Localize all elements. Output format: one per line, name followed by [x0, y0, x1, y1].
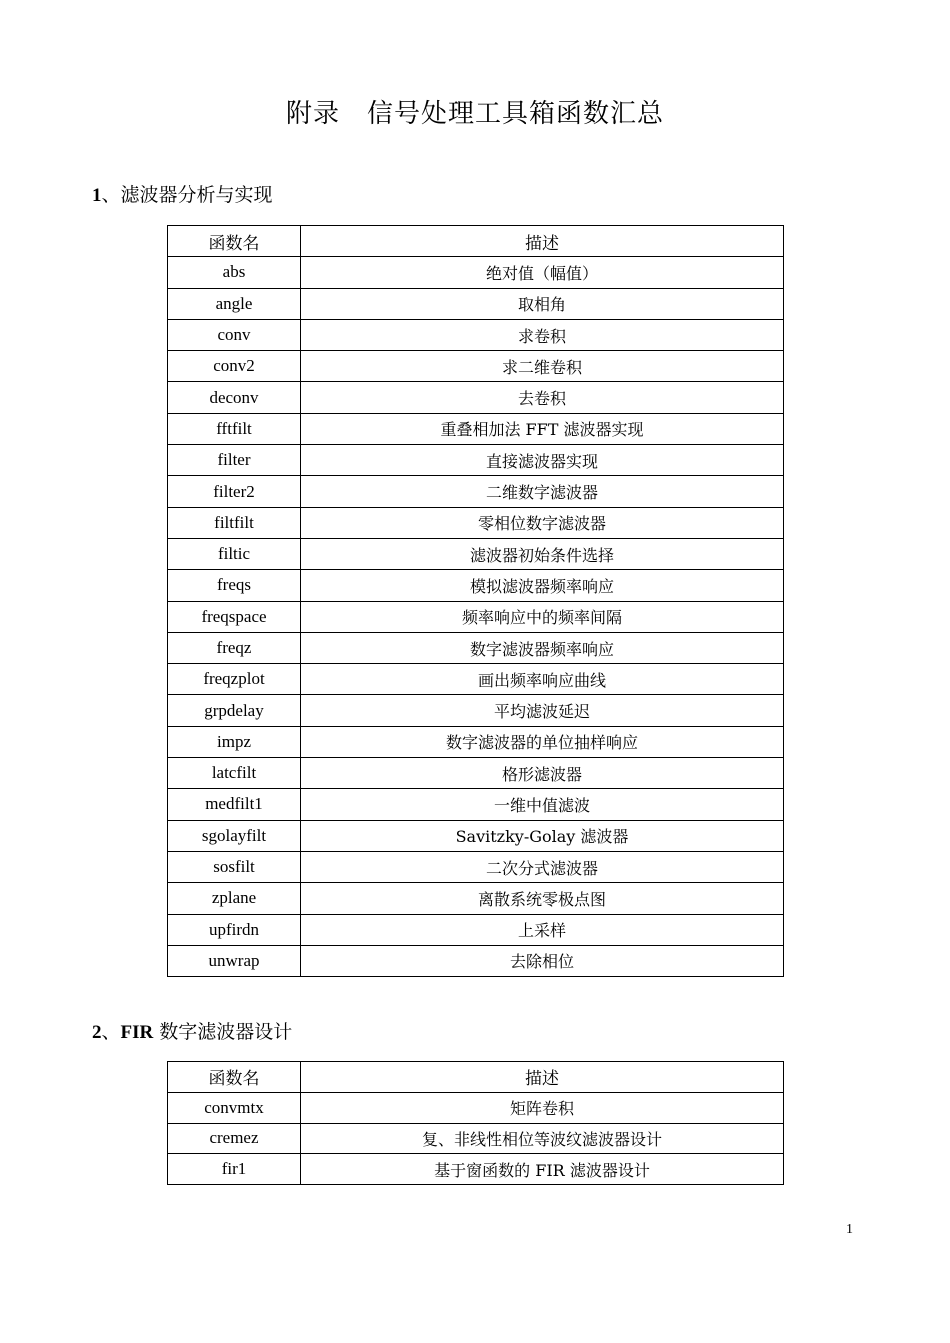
table-row	[168, 476, 784, 507]
fir-design-table-body	[168, 1062, 784, 1185]
function-name-cell: impz	[168, 726, 301, 757]
table-row	[168, 726, 784, 757]
function-description-cell: 零相位数字滤波器	[301, 507, 784, 538]
table-header-row	[168, 226, 784, 257]
table-row	[168, 382, 784, 413]
table-row	[168, 1123, 784, 1154]
table-row	[168, 538, 784, 569]
table-row	[168, 789, 784, 820]
function-description-cell: 数字滤波器频率响应	[301, 632, 784, 663]
table-row	[168, 601, 784, 632]
function-name-cell: deconv	[168, 382, 301, 413]
filter-analysis-table	[167, 225, 784, 977]
table-row	[168, 413, 784, 444]
function-description-cell: 去除相位	[301, 945, 784, 976]
function-description-cell: 二次分式滤波器	[301, 851, 784, 882]
section-1-number: 1	[92, 185, 102, 206]
table-row	[168, 632, 784, 663]
section-2-heading	[92, 1019, 292, 1046]
section-2-heading-text: 数字滤波器设计	[153, 1021, 293, 1043]
table-row	[168, 758, 784, 789]
function-name-cell: fir1	[168, 1154, 301, 1185]
page-title: 附录 信号处理工具箱函数汇总	[285, 99, 664, 129]
function-name-cell: conv2	[168, 351, 301, 382]
function-name-cell: freqs	[168, 570, 301, 601]
function-name-cell: cremez	[168, 1123, 301, 1154]
function-name-cell: upfirdn	[168, 914, 301, 945]
function-name-cell: abs	[168, 257, 301, 288]
table-row	[168, 695, 784, 726]
table-row	[168, 1154, 784, 1185]
column-header-name: 函数名	[168, 1062, 301, 1093]
function-description-cell: 直接滤波器实现	[301, 445, 784, 476]
table-row	[168, 319, 784, 350]
function-description-cell: 格形滤波器	[301, 758, 784, 789]
function-description-cell: 求二维卷积	[301, 351, 784, 382]
table-row	[168, 851, 784, 882]
function-name-cell: freqzplot	[168, 664, 301, 695]
fir-design-table	[167, 1061, 784, 1185]
function-description-cell: 矩阵卷积	[301, 1092, 784, 1123]
function-description-cell: 绝对值（幅值）	[301, 257, 784, 288]
table-header-row	[168, 1062, 784, 1093]
table-row	[168, 570, 784, 601]
function-name-cell: grpdelay	[168, 695, 301, 726]
table-row	[168, 351, 784, 382]
function-description-cell: 基于窗函数的 FIR 滤波器设计	[301, 1154, 784, 1185]
function-name-cell: filter2	[168, 476, 301, 507]
function-description-cell: 二维数字滤波器	[301, 476, 784, 507]
function-description-cell: 重叠相加法 FFT 滤波器实现	[301, 413, 784, 444]
function-name-cell: conv	[168, 319, 301, 350]
table-row	[168, 820, 784, 851]
function-description-cell: 画出频率响应曲线	[301, 664, 784, 695]
function-description-cell: 离散系统零极点图	[301, 883, 784, 914]
section-1-heading-text: 、滤波器分析与实现	[101, 184, 273, 206]
table-row	[168, 445, 784, 476]
function-name-cell: fftfilt	[168, 413, 301, 444]
function-name-cell: filter	[168, 445, 301, 476]
function-description-cell: 数字滤波器的单位抽样响应	[301, 726, 784, 757]
table-row	[168, 883, 784, 914]
function-description-cell: 复、非线性相位等波纹滤波器设计	[301, 1123, 784, 1154]
section-2-heading-separator: 、	[101, 1021, 121, 1043]
table-row	[168, 288, 784, 319]
function-name-cell: convmtx	[168, 1092, 301, 1123]
function-name-cell: sgolayfilt	[168, 820, 301, 851]
function-description-cell: 模拟滤波器频率响应	[301, 570, 784, 601]
table-row	[168, 945, 784, 976]
function-name-cell: zplane	[168, 883, 301, 914]
column-header-description: 描述	[301, 226, 784, 257]
function-description-cell: 求卷积	[301, 319, 784, 350]
function-description-cell: 取相角	[301, 288, 784, 319]
table-row	[168, 507, 784, 538]
function-description-cell: Savitzky-Golay 滤波器	[301, 820, 784, 851]
function-name-cell: unwrap	[168, 945, 301, 976]
section-1-heading	[92, 182, 273, 209]
function-name-cell: freqspace	[168, 601, 301, 632]
function-description-cell: 平均滤波延迟	[301, 695, 784, 726]
function-name-cell: latcfilt	[168, 758, 301, 789]
table-row	[168, 664, 784, 695]
column-header-description: 描述	[301, 1062, 784, 1093]
column-header-name: 函数名	[168, 226, 301, 257]
section-2-heading-bold: FIR	[120, 1022, 154, 1043]
function-description-cell: 频率响应中的频率间隔	[301, 601, 784, 632]
table-row	[168, 914, 784, 945]
function-name-cell: filtic	[168, 538, 301, 569]
function-description-cell: 滤波器初始条件选择	[301, 538, 784, 569]
function-name-cell: medfilt1	[168, 789, 301, 820]
function-description-cell: 上采样	[301, 914, 784, 945]
table-row	[168, 1092, 784, 1123]
function-description-cell: 一维中值滤波	[301, 789, 784, 820]
function-description-cell: 去卷积	[301, 382, 784, 413]
function-name-cell: angle	[168, 288, 301, 319]
filter-analysis-table-body	[168, 226, 784, 977]
function-name-cell: sosfilt	[168, 851, 301, 882]
table-row	[168, 257, 784, 288]
function-name-cell: filtfilt	[168, 507, 301, 538]
section-2-number: 2	[92, 1022, 102, 1043]
function-name-cell: freqz	[168, 632, 301, 663]
page-number: 1	[846, 1222, 853, 1237]
